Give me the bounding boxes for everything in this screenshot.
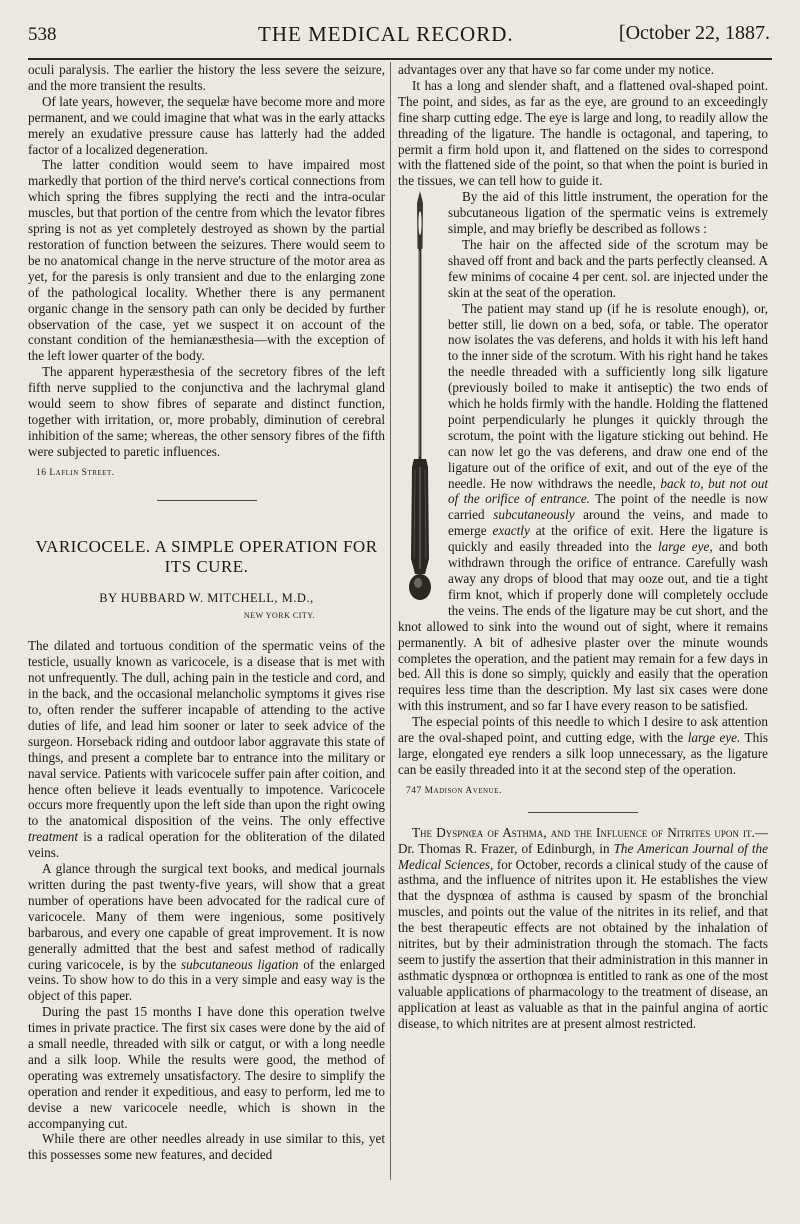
section-heading: The Dyspnœa of Asthma, and the Influence of Nitrites upon it. <box>412 824 755 840</box>
left-column <box>28 62 385 1163</box>
paragraph: During the past 15 months I have done this operation twelve times in private practice. The first six cases were done by the aid of a small needle, threaded with silk or catgut, or with a long needle and a silk loop. While the results were good, the method of operating was extremely unsatisfactory. The desire to simplify the operation and render it expeditious, and easy to perform, led me to devise a new varicocele needle, which is shown in the accompanying cut. <box>28 1004 385 1131</box>
paragraph-text: The especial points of this needle to which I desire to ask attention are the oval-shaped point, and cutting edge, with the <box>398 714 768 746</box>
paragraph <box>398 714 768 778</box>
paragraph: The hair on the affected side of the scrotum may be shaved off front and back and the parts perfectly cleansed. A few minims of cocaine 4 per cent. sol. are injected under the skin at the seat of the operation. <box>448 236 768 300</box>
paragraph-text: A glance through the surgical text books, and medical journals written during the past twenty-five years, will show that a great number of operations have been advocated for the radical cure of varicocele. Many of them were ingenious, some positively barbarous, and every one capable of great improvement. It is now generally admitted that the best and safest method of radically curing varicocele, is by the <box>28 861 385 972</box>
journal-title: THE MEDICAL RECORD. <box>258 22 514 46</box>
paragraph-text: is a radical operation for the obliteration of the dilated veins. <box>28 829 385 861</box>
issue-date: [October 22, 1887. <box>618 22 770 44</box>
article-byline: BY HUBBARD W. MITCHELL, M.D., <box>99 590 314 605</box>
paragraph-text: and both withdrawn through the orifice of entrance. Carefully wash away any drops of blood that may ooze out, and tie a tight firm knot, which if properly done will completely occlude the veins. The ends of the ligature may be cut short, and the knot allowed to sink into the wound out of sight, where it remains permanently. A bit of adhesive plaster over the minute wounds completes the operation, and the patient may remain for a few days in bed. All this is done so simply, quickly and easily that the operation requires less time than the description. My last six cases were done with this instrument, and so far I have every reason to be satisfied. <box>398 539 768 714</box>
emphasis: large eye. <box>687 730 741 746</box>
emphasis: back to, but not out of the orifice of entrance. <box>448 475 768 507</box>
paragraph: While there are other needles already in use similar to this, yet this possesses some new features, and decided <box>28 1131 385 1163</box>
paragraph: advantages over any that have so far come under my notice. <box>398 62 715 77</box>
column-divider <box>390 62 391 1180</box>
paragraph-text: The patient may stand up (if he is resolute enough), or, better still, lie down on a bed, sofa, or table. The operator now isolates the vas deferens, and holds it with his left hand to the inner side of the scrotum. With his right hand he takes the needle threaded with a sufficiently long silk ligature (previously boiled to make it antiseptic) the two ends of which he holds firmly with the handle. Holding the flattened point perpendicularly he plunges it quickly through the scrotum, the point with the ligature sticking out behind. He can now let go the vas deferens, and draw one end of the ligature out of the orifice of exit, and out of the eye of the needle. He now withdraws the needle, <box>448 300 768 491</box>
header-rule <box>28 58 772 60</box>
author-city: NEW YORK CITY. <box>243 611 315 621</box>
paragraph: By the aid of this little instrument, the operation for the subcutaneous ligation of the spermatic veins is extremely simple, and may briefly be described as follows : <box>448 189 768 237</box>
paragraph-text: for October, records a clinical study of the cause of asthma, and the influence of nitrites upon it. He establishes the view that the dyspnœa of asthma is caused by spasm of the bronchial muscles, and points out the value of the nitrites in its relief, and that the best therapeutic effects are not obtained by the inhalation of nitrites, but by their administration through the stomach. The facts seem to justify the assertion that their administration in this manner in asthmatic dyspnœa or orthopnœa is entitled to rank as one of the most valuable applications of pharmacology to the treatment of disease, an application at least as valuable as that in the painful angina of aortic disease, to which nitrites are at present almost restricted. <box>398 856 768 1031</box>
paragraph <box>398 825 768 1032</box>
paragraph <box>28 861 385 1004</box>
emphasis: exactly <box>492 523 530 539</box>
paragraph <box>398 301 768 715</box>
paragraph: oculi paralysis. The earlier the history the less severe the seizure, and the more transient the results. <box>28 62 385 93</box>
varicocele-needle-figure <box>398 189 442 604</box>
paragraph-text: around the veins, and made to emerge <box>448 507 768 539</box>
paragraph-text: The point of the needle is now carried <box>448 491 768 523</box>
paragraph-text: This large, elongated eye renders a silk loop unnecessary, as the ligature can be easily threaded into it at the second step of the operation. <box>398 730 768 777</box>
needle-illustration <box>398 189 442 604</box>
paragraph: The apparent hyperæsthesia of the secretory fibres of the left fifth nerve supplied to the conjunctiva and the lachrymal gland would seem to show fibres of separate and distinct function, together with irritation, or, more probably, diminution of cerebral inhibition of the same; whereas, the other sensory fibres of the fifth were subjected to paretic influences. <box>28 364 385 459</box>
author-address: 747 Madison Avenue. <box>406 785 502 796</box>
paragraph-text: at the orifice of exit. Here the ligature is quickly and easily threaded into the <box>448 523 768 555</box>
paragraph: It has a long and slender shaft, and a flattened oval-shaped point. The point, and sides, as far as the eye, are ground to an exceedingly fine sharp cutting edge. The eye is large and long, to readily allow the threading of the ligature. The handle is octagonal, and tapering, to permit a firm hold upon it, and flattened on the sides to correspond with the flattened side of the point, so that when the point is buried in the tissues, we can tell how to guide it. <box>398 77 768 189</box>
paragraph: Of late years, however, the sequelæ have become more and more permanent, and we could imagine that what was in the early attacks merely an exudative pressure cause has latterly had the added factor of a localized degeneration. <box>28 93 385 157</box>
right-column <box>398 62 768 1031</box>
paragraph-text: —Dr. Thomas R. Frazer, of Edinburgh, in <box>398 824 768 856</box>
emphasis: treatment <box>28 829 79 845</box>
emphasis: large eye, <box>657 539 713 555</box>
article-title: VARICOCELE. A SIMPLE OPERATION FOR ITS CURE. <box>35 536 378 576</box>
section-separator <box>528 812 638 813</box>
section-separator <box>157 500 257 501</box>
page-number: 538 <box>28 24 57 45</box>
emphasis: subcutaneously <box>493 507 575 523</box>
running-header <box>28 22 770 50</box>
paragraph <box>28 638 385 861</box>
paragraph-text: of the enlarged veins. To show how to do this in a very simple and easy way is the object of this paper. <box>28 956 385 1004</box>
author-address: 16 Laflin Street. <box>36 467 115 478</box>
emphasis: subcutaneous ligation <box>180 956 299 972</box>
paragraph-text: The dilated and tortuous condition of the spermatic veins of the testicle, usually known as varicocele, is a disease that is met with not unfrequently. The dull, aching pain in the testicle and cord, and in the back, and the occasional melancholic symptoms it gives rise to, often render the sufferer incapable of attending to the active duties of life, and lead him sooner or later to seek advice of the surgeon. Horseback riding and outdoor labor aggravate this state of things, and present a complete bar to entrance into the military or naval service. Patients with varicocele suffer pain after coition, and hence often believe it leads eventually to impotence. Varicocele occurs more frequently upon the left side than upon the right owing to the anatomical disposition of the veins. The only effective <box>28 638 385 829</box>
emphasis: The American Journal of the Medical Sciences, <box>398 840 768 872</box>
paragraph: The latter condition would seem to have impaired most markedly that portion of the third nerve's cortical connections from which spring the fibres supplying the recti and the intra-ocular muscles, but that portion of the centre from which the levator fibres spring is not as yet completely destroyed as shown by the partial restoration of function between the seizures. There would seem to be no anatomical change in the nerve structure of the motor area as yet, for the paresis is only transient and due to the enlarging zone of the pathological locality. Whether there is any permanent organic change in the sensory path can only be decided by further observation of the case, yet we suspect it on account of the constant condition of the hemianæsthesia—with the exception of the left lower quarter of the body. <box>28 157 385 364</box>
